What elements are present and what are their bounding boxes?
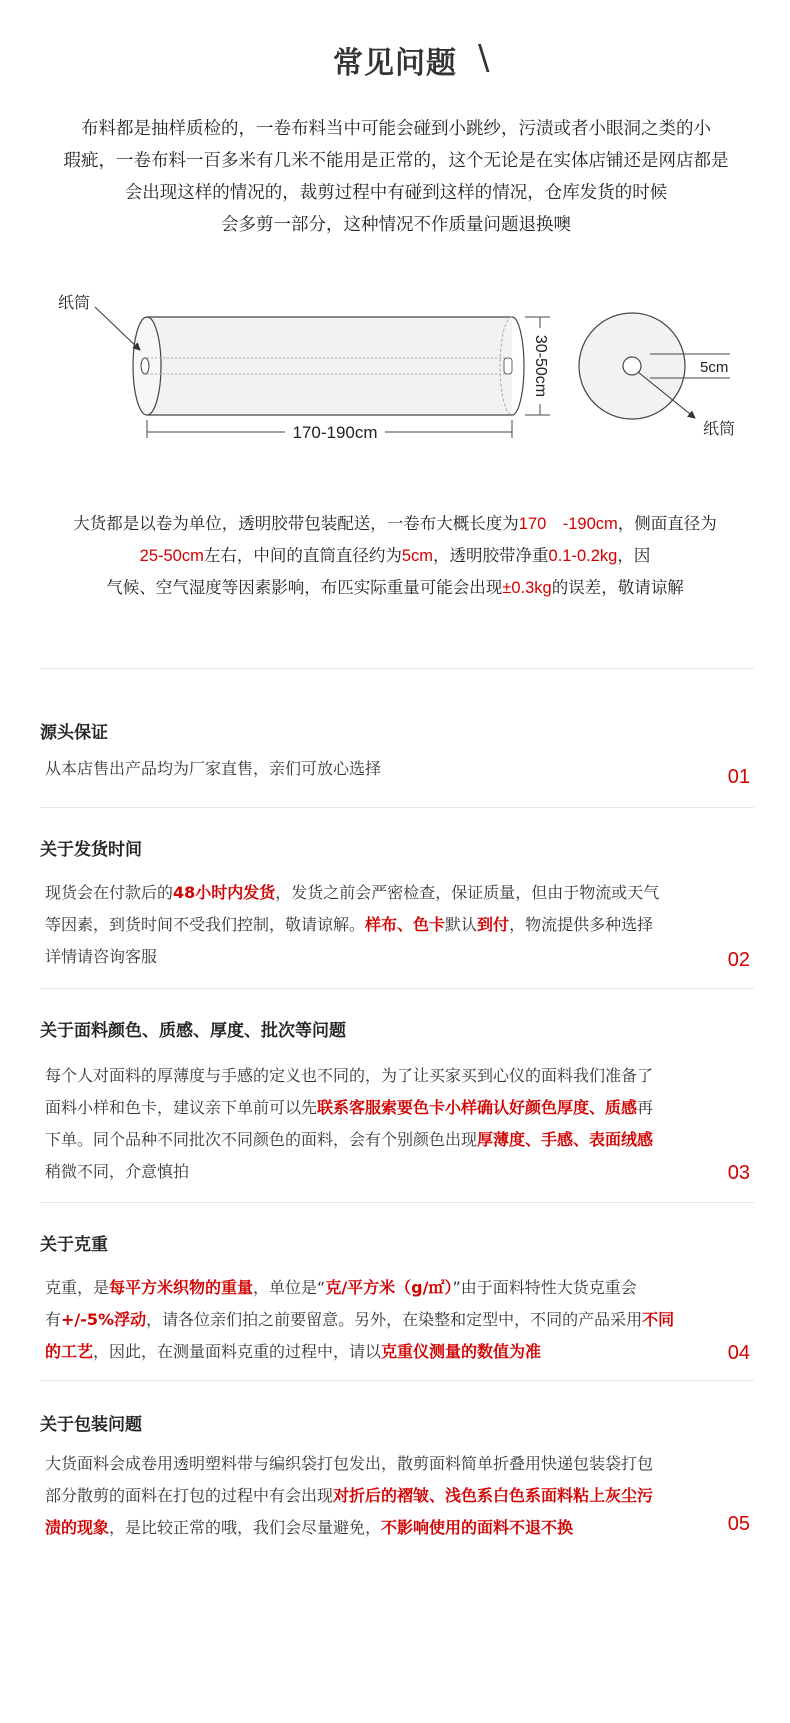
page-title xyxy=(0,38,790,82)
section-body xyxy=(45,877,685,973)
section-title: 关于发货时间 xyxy=(40,840,142,860)
section-text: 从本店售出产品均为厂家直售，亲们可放心选择 xyxy=(45,759,382,778)
section-text: 下单。同个品种不同批次不同颜色的面料，会有个别颜色出现 xyxy=(45,1130,478,1149)
highlight-text: 样布、色卡 xyxy=(365,915,446,934)
section-text: 默认 xyxy=(445,915,478,934)
desc-line-3 xyxy=(40,572,750,604)
highlight-text: 到付 xyxy=(477,915,510,934)
section-text: ，物流提供多种选择 xyxy=(509,915,654,934)
section-text: 稍微不同，介意慎拍 xyxy=(45,1162,190,1181)
section-text: ，单位是“ xyxy=(253,1278,326,1297)
highlight-text: 不同 xyxy=(642,1310,675,1329)
section-text: ，发货之前会严密检查，保证质量，但由于物流或天气 xyxy=(275,883,660,902)
desc-text: 的误差，敬请谅解 xyxy=(551,578,684,597)
desc-text: 大货都是以卷为单位，透明胶带包装配送，一卷布大概长度为 xyxy=(73,514,519,533)
highlight-text: 每平方米织物的重量 xyxy=(109,1278,254,1297)
section-text: 每个人对面料的厚薄度与手感的定义也不同的，为了让买家买到心仪的面料我们准备了 xyxy=(45,1066,654,1085)
diameter-value: 25-50cm xyxy=(139,547,204,565)
highlight-text: 不影响使用的面料不退不换 xyxy=(381,1518,574,1537)
tape-weight-value: 0.1-0.2kg xyxy=(548,547,618,565)
fabric-roll-diagram xyxy=(0,290,790,470)
section-number: 05 xyxy=(727,1513,750,1535)
section-text: 详情请咨询客服 xyxy=(45,947,158,966)
section-text: 有 xyxy=(45,1310,62,1329)
intro-line: 布料都是抽样质检的，一卷布料当中可能会碰到小跳纱，污渍或者小眼洞之类的小 xyxy=(81,119,711,139)
divider xyxy=(40,807,754,808)
label-core: 5cm xyxy=(700,359,729,376)
desc-text: 气候、空气湿度等因素影响，布匹实际重量可能会出现 xyxy=(106,578,503,597)
section-text: 再 xyxy=(637,1098,654,1117)
divider xyxy=(40,1202,754,1203)
section-text: ，因此，在测量面料克重的过程中，请以 xyxy=(93,1342,382,1361)
section-text: ”由于面料特性大货克重会 xyxy=(452,1278,637,1297)
desc-text: ，侧面直径为 xyxy=(617,514,717,533)
section-text: 现货会在付款后的 xyxy=(45,883,174,902)
section-text: ，是比较正常的哦，我们会尽量避免， xyxy=(109,1518,382,1537)
tube-left-hole xyxy=(141,358,149,374)
divider xyxy=(40,1380,754,1381)
highlight-text: 48小时内发货 xyxy=(173,883,276,902)
section-body xyxy=(45,1272,685,1368)
intro-line: 会多剪一部分，这种情况不作质量问题退换噢 xyxy=(221,215,571,235)
intro-paragraph xyxy=(38,113,754,241)
section-title: 关于包装问题 xyxy=(40,1415,142,1435)
roll-body xyxy=(147,317,512,415)
highlight-text: 克/平方米（g/㎡） xyxy=(325,1278,453,1297)
section-text: 部分散剪的面料在打包的过程中有会出现 xyxy=(45,1486,334,1505)
section-number: 03 xyxy=(727,1162,750,1184)
page-title-text: 常见问题 xyxy=(333,46,457,81)
title-slash-mark: \ xyxy=(478,38,491,78)
section-body xyxy=(45,1060,685,1188)
bulk-description xyxy=(40,508,750,604)
section-number: 02 xyxy=(727,949,750,971)
highlight-text: 的工艺 xyxy=(45,1342,94,1361)
label-diameter: 30-50cm xyxy=(531,334,549,398)
section-text: 等因素，到货时间不受我们控制，敬请谅解。 xyxy=(45,915,366,934)
section-number: 01 xyxy=(727,766,750,788)
desc-text: 左右，中间的直筒直径约为 xyxy=(203,546,402,565)
highlight-text: 克重仪测量的数值为准 xyxy=(381,1342,542,1361)
desc-text: ，因 xyxy=(617,546,651,565)
section-body xyxy=(45,1448,685,1544)
length-value: 170 -190cm xyxy=(518,515,618,533)
tube-left-arrow xyxy=(95,307,140,350)
divider xyxy=(40,668,754,669)
desc-line-1 xyxy=(40,508,750,540)
core-value: 5cm xyxy=(401,547,434,565)
section-title: 源头保证 xyxy=(40,723,108,743)
label-length: 170-190cm xyxy=(292,423,378,442)
weight-tolerance-value: ±0.3kg xyxy=(502,579,552,597)
section-text: ，请各位亲们拍之前要留意。另外，在染整和定型中，不同的产品采用 xyxy=(146,1310,643,1329)
highlight-text: 厚薄度、手感、表面绒感 xyxy=(477,1130,654,1149)
intro-line: 会出现这样的情况的，裁剪过程中有碰到这样的情况，仓库发货的时候 xyxy=(124,183,668,203)
label-tube-right: 纸筒 xyxy=(703,419,736,438)
desc-text: ，透明胶带净重 xyxy=(433,546,549,565)
section-text: 面料小样和色卡，建议亲下单前可以先 xyxy=(45,1098,318,1117)
divider xyxy=(40,988,754,989)
intro-line: 瑕疵，一卷布料一百多米有几米不能用是正常的，这个无论是在实体店铺还是网店都是 xyxy=(63,151,729,171)
highlight-text: 对折后的褶皱、浅色系白色系面料粘上灰尘污 xyxy=(333,1486,654,1505)
label-tube-left: 纸筒 xyxy=(58,293,91,312)
section-number: 04 xyxy=(727,1342,750,1364)
desc-line-2 xyxy=(40,540,750,572)
section-title: 关于克重 xyxy=(40,1235,108,1255)
highlight-text: 渍的现象 xyxy=(45,1518,110,1537)
highlight-text: +/-5%浮动 xyxy=(61,1310,147,1329)
section-title: 关于面料颜色、质感、厚度、批次等问题 xyxy=(40,1021,346,1041)
section-text: 大货面料会成卷用透明塑料带与编织袋打包发出，散剪面料简单折叠用快递包装袋打包 xyxy=(45,1454,654,1473)
section-text: 克重，是 xyxy=(45,1278,110,1297)
highlight-text: 联系客服索要色卡小样确认好颜色厚度、质感 xyxy=(317,1098,638,1117)
section-body xyxy=(45,753,685,785)
